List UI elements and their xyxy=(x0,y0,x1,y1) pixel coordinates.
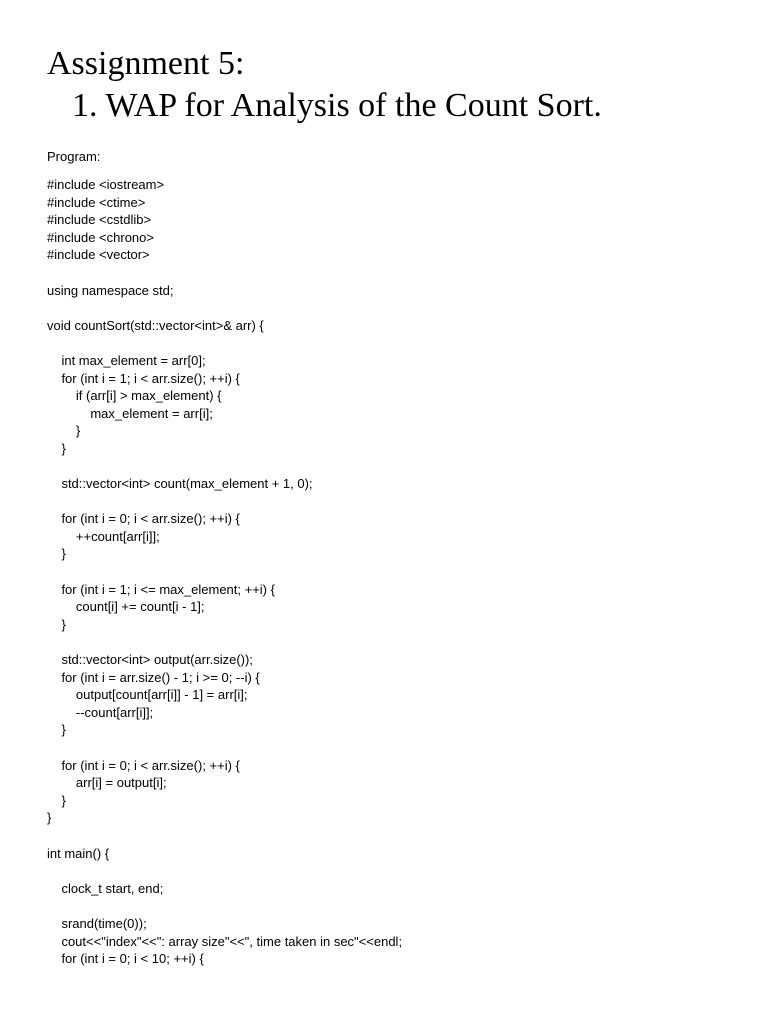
code-line: clock_t start, end; xyxy=(47,880,164,896)
code-line xyxy=(47,827,402,845)
code-line xyxy=(47,862,402,880)
code-line: output[count[arr[i]] - 1] = arr[i]; xyxy=(47,687,248,703)
code-line xyxy=(47,897,402,915)
code-block xyxy=(47,176,402,968)
assignment-title: Assignment 5: xyxy=(47,45,245,82)
code-line: for (int i = 1; i <= max_element; ++i) { xyxy=(47,581,275,597)
code-line: } xyxy=(47,546,66,562)
code-line xyxy=(47,633,402,651)
code-line xyxy=(47,334,402,352)
program-label: Program: xyxy=(47,149,101,164)
code-line xyxy=(47,563,402,581)
code-line xyxy=(47,458,402,476)
question-heading: 1. WAP for Analysis of the Count Sort. xyxy=(72,87,602,124)
code-line: } xyxy=(47,722,66,738)
code-line: #include <vector> xyxy=(47,247,150,263)
code-line: for (int i = arr.size() - 1; i >= 0; --i) { xyxy=(47,669,260,685)
code-line: } xyxy=(47,440,66,456)
code-line: #include <chrono> xyxy=(47,229,154,245)
code-line: cout<<"index"<<": array size"<<", time taken in sec"<<endl; xyxy=(47,933,403,949)
code-line: } xyxy=(47,792,66,808)
code-line: arr[i] = output[i]; xyxy=(47,775,167,791)
code-line: int max_element = arr[0]; xyxy=(47,352,206,368)
code-line: #include <cstdlib> xyxy=(47,212,152,228)
code-line: count[i] += count[i - 1]; xyxy=(47,599,205,615)
code-line: using namespace std; xyxy=(47,282,174,298)
code-line: } xyxy=(47,616,66,632)
code-line: --count[arr[i]]; xyxy=(47,704,154,720)
code-line: srand(time(0)); xyxy=(47,915,147,931)
code-line xyxy=(47,299,402,317)
code-line: for (int i = 0; i < 10; ++i) { xyxy=(47,951,204,967)
code-line: for (int i = 1; i < arr.size(); ++i) { xyxy=(47,370,240,386)
code-line xyxy=(47,739,402,757)
code-line: std::vector<int> count(max_element + 1, 0); xyxy=(47,476,313,492)
code-line: for (int i = 0; i < arr.size(); ++i) { xyxy=(47,757,240,773)
code-line xyxy=(47,493,402,511)
code-line: int main() { xyxy=(47,845,110,861)
code-line: void countSort(std::vector<int>& arr) { xyxy=(47,317,264,333)
code-line: } xyxy=(47,810,52,826)
code-line: if (arr[i] > max_element) { xyxy=(47,388,222,404)
code-line xyxy=(47,264,402,282)
code-line: } xyxy=(47,423,81,439)
code-line: #include <iostream> xyxy=(47,177,165,192)
code-line: max_element = arr[i]; xyxy=(47,405,213,421)
code-line: std::vector<int> output(arr.size()); xyxy=(47,652,253,668)
code-line: #include <ctime> xyxy=(47,194,146,210)
code-line: for (int i = 0; i < arr.size(); ++i) { xyxy=(47,511,240,527)
code-line: ++count[arr[i]]; xyxy=(47,528,160,544)
